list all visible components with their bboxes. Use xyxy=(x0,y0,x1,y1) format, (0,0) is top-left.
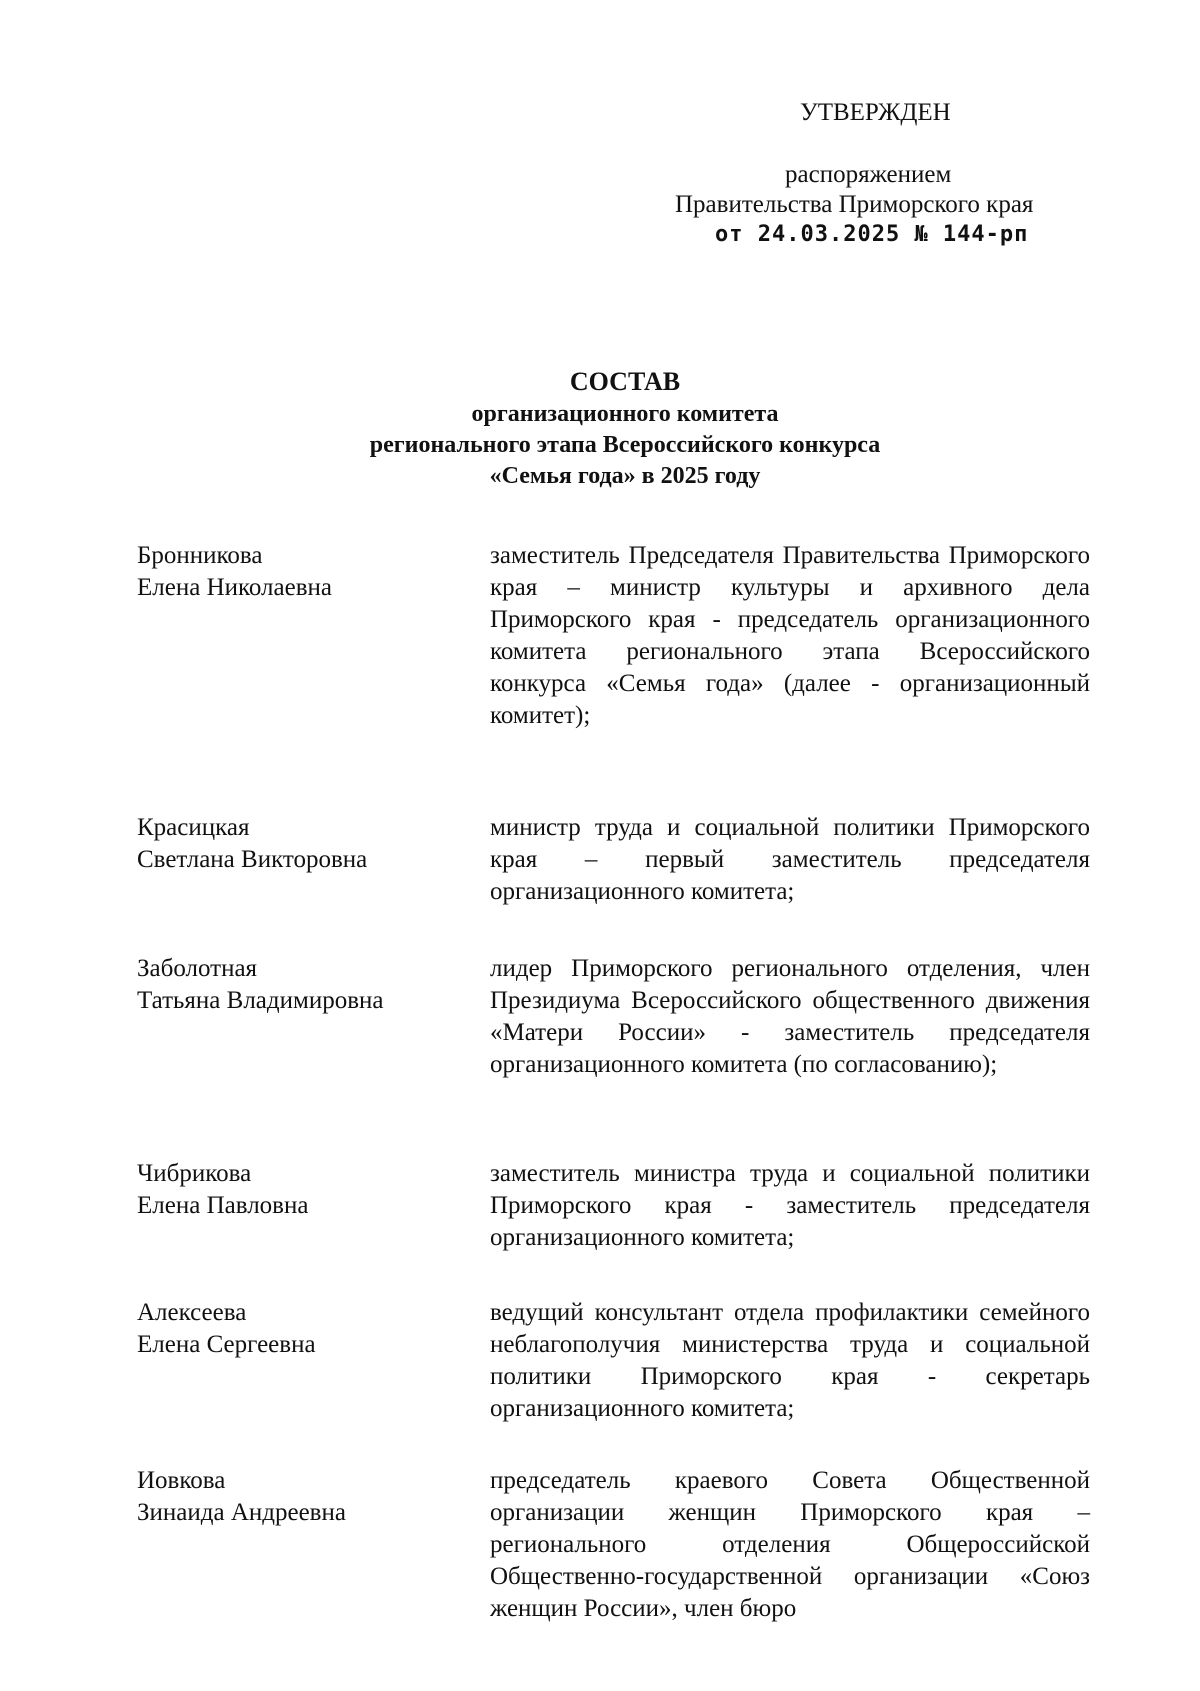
member-given-name: Светлана Викторовна xyxy=(137,846,368,873)
by-order-label: распоряжением xyxy=(785,161,952,188)
member-role: министр труда и социальной политики Приморского края – первый заместитель председателя организационного комитета; xyxy=(490,814,1090,905)
document-title-block xyxy=(200,365,1050,492)
member-name xyxy=(137,1297,467,1361)
title-line-2: регионального этапа Всероссийского конкурса xyxy=(369,432,881,458)
member-name xyxy=(137,953,467,1017)
member-role: председатель краевого Совета Общественной организации женщин Приморского края – регионального отделения Общероссийской Общественно-государственной организации «Союз женщин России», член бюро xyxy=(490,1467,1090,1622)
title-line-3: «Семья года» в 2025 году xyxy=(489,463,761,489)
member-given-name: Елена Сергеевна xyxy=(137,1331,316,1358)
member-role: заместитель министра труда и социальной политики Приморского края - заместитель председателя организационного комитета; xyxy=(490,1160,1090,1251)
member-role: заместитель Председателя Правительства Приморского края – министр культуры и архивного дела Приморского края - председатель организационного комитета регионального этапа Всероссийского конкурса «Семья года» (далее - организационный комитет); xyxy=(490,542,1090,729)
member-given-name: Елена Николаевна xyxy=(137,574,332,601)
member-role: лидер Приморского регионального отделения, член Президиума Всероссийского общественного движения «Матери России» - заместитель председателя организационного комитета (по согласованию); xyxy=(490,955,1090,1078)
member-role: ведущий консультант отдела профилактики семейного неблагополучия министерства труда и социальной политики Приморского края - секретарь организационного комитета; xyxy=(490,1299,1090,1422)
member-name xyxy=(137,1465,467,1529)
member-surname: Заболотная xyxy=(137,955,258,982)
order-number: от 24.03.2025 № 144-рп xyxy=(715,222,1029,247)
member-surname: Красицкая xyxy=(137,814,250,841)
member-name xyxy=(137,812,467,876)
government-label: Правительства Приморского края xyxy=(675,191,1034,218)
member-surname: Алексеева xyxy=(137,1299,247,1326)
member-given-name: Елена Павловна xyxy=(137,1192,309,1219)
member-name xyxy=(137,1158,467,1222)
member-name xyxy=(137,540,467,604)
member-surname: Иовкова xyxy=(137,1467,226,1494)
document-title: СОСТАВ xyxy=(569,367,681,396)
member-surname: Чибрикова xyxy=(137,1160,252,1187)
member-given-name: Татьяна Владимировна xyxy=(137,987,384,1014)
member-given-name: Зинаида Андреевна xyxy=(137,1499,346,1526)
title-line-1: организационного комитета xyxy=(471,401,779,427)
member-surname: Бронникова xyxy=(137,542,263,569)
approved-label: УТВЕРЖДЕН xyxy=(800,99,951,126)
